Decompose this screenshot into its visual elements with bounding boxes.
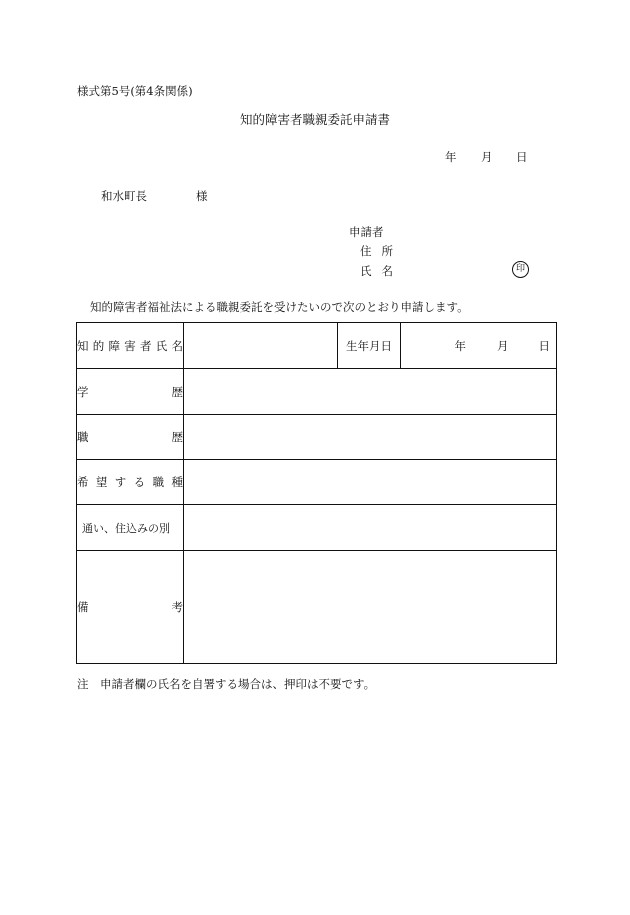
intro-statement: 知的障害者福祉法による職親委託を受けたいので次のとおり申請します。 <box>90 300 469 314</box>
dob-label: 生年月日 <box>338 323 401 369</box>
addressee-honorific: 様 <box>196 189 208 203</box>
seal-mark: 印 <box>512 261 529 278</box>
addressee-name: 和水町長 <box>101 189 147 203</box>
table-row <box>77 323 557 369</box>
desired-job-label-cell: 希 望 す る 職 種 <box>77 460 184 505</box>
applicant-address-label: 住 所 <box>360 244 393 258</box>
table-row <box>77 551 557 664</box>
career-label-cell: 職 歴 <box>77 415 184 460</box>
table-row <box>77 369 557 415</box>
application-table <box>76 322 557 664</box>
remarks-input-cell[interactable] <box>184 551 557 664</box>
applicant-name-label: 氏 名 <box>360 264 393 278</box>
commute-input-cell[interactable] <box>184 505 557 551</box>
education-label-cell: 学 歴 <box>77 369 184 415</box>
date-day-label: 日 <box>516 150 528 164</box>
desired-job-input-cell[interactable] <box>184 460 557 505</box>
form-reference: 様式第5号(第4条関係) <box>77 84 193 98</box>
commute-label-cell: 通い、住込みの別 <box>77 505 184 551</box>
career-input-cell[interactable] <box>184 415 557 460</box>
name-input-cell[interactable] <box>184 323 338 369</box>
dob-month-unit: 月 <box>497 338 509 353</box>
footnote: 注 申請者欄の氏名を自署する場合は、押印は不要です。 <box>77 677 376 691</box>
table-row <box>77 460 557 505</box>
remarks-label-cell: 備 考 <box>77 551 184 664</box>
table-row <box>77 505 557 551</box>
date-month-label: 月 <box>481 150 493 164</box>
table-row <box>77 415 557 460</box>
date-year-label: 年 <box>445 150 457 164</box>
dob-input-cell[interactable] <box>401 323 557 369</box>
education-input-cell[interactable] <box>184 369 557 415</box>
applicant-label: 申請者 <box>349 225 384 239</box>
name-label-cell: 知 的 障 害 者 氏 名 <box>77 323 184 369</box>
dob-day-unit: 日 <box>538 338 550 353</box>
dob-year-unit: 年 <box>454 338 466 353</box>
document-title: 知的障害者職親委託申請書 <box>239 112 390 127</box>
